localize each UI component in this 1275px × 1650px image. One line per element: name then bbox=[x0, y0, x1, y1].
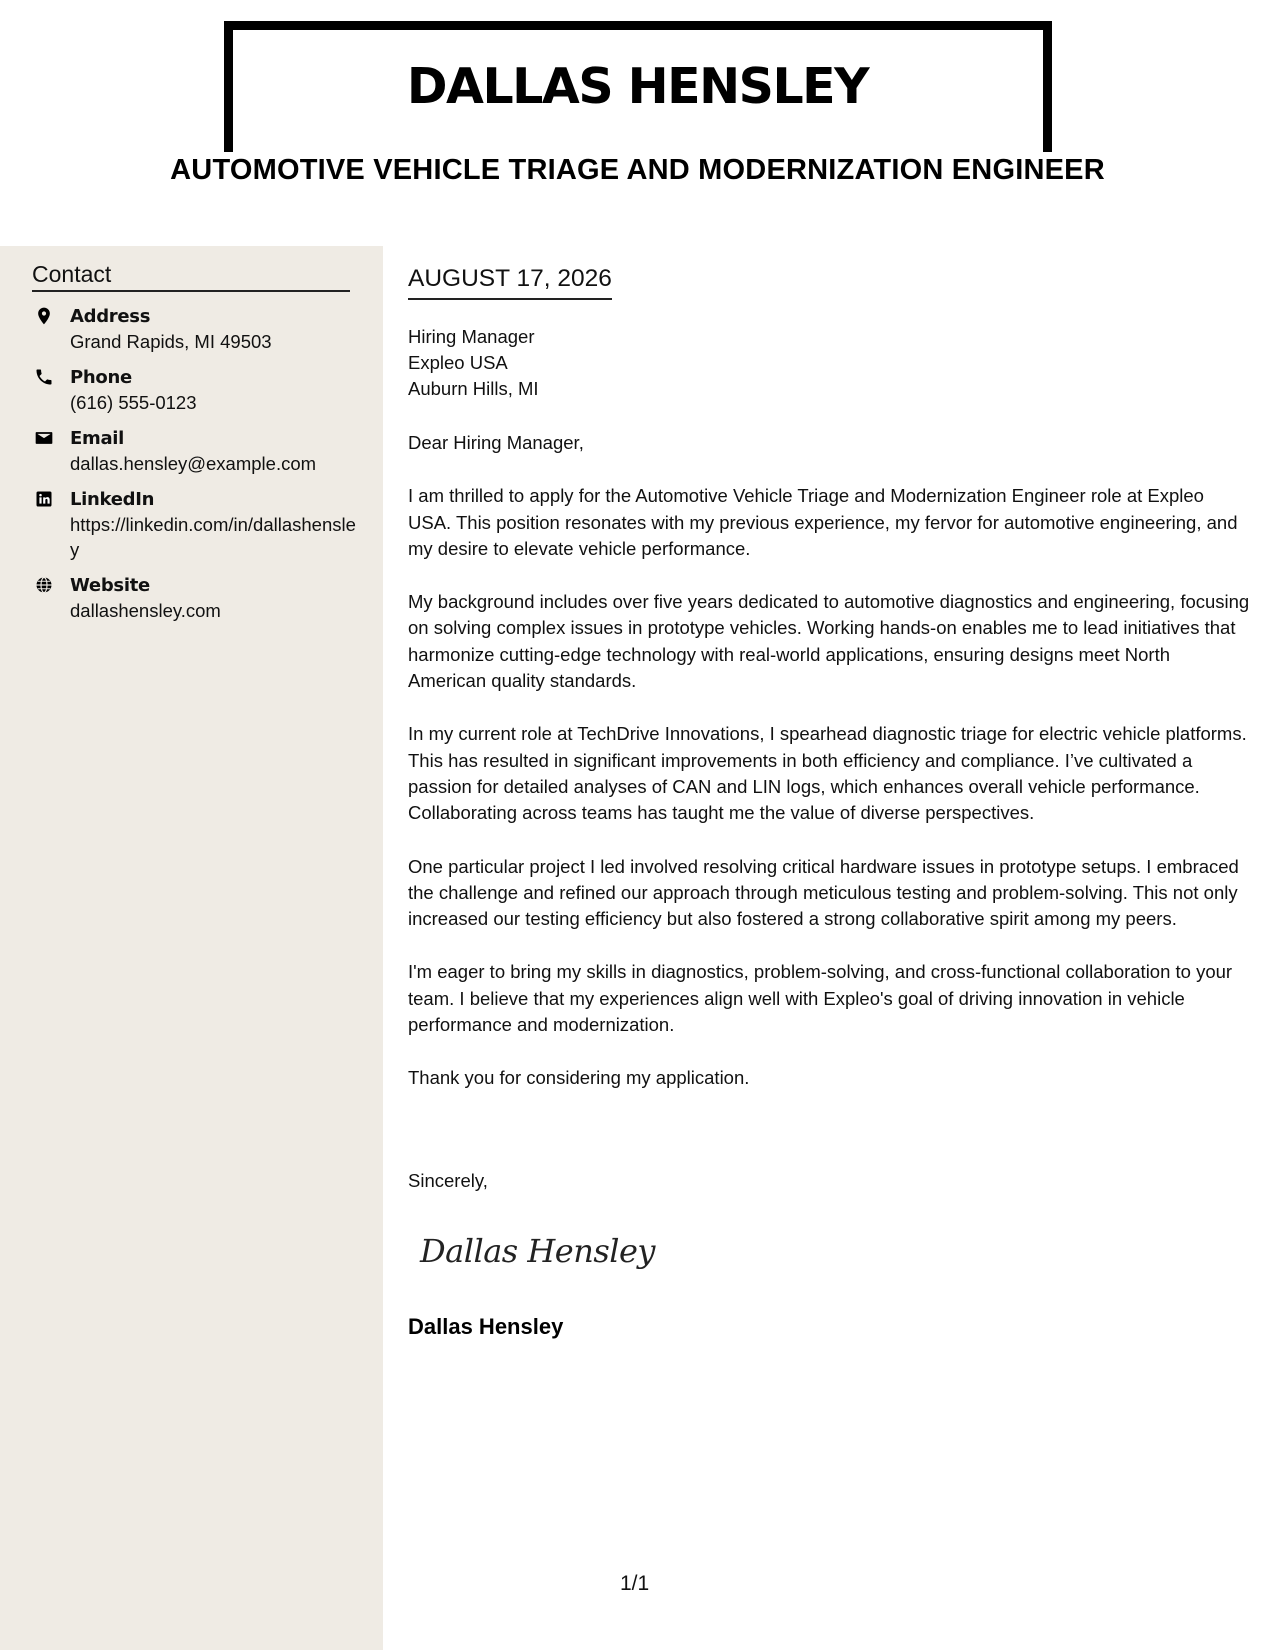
contact-value: dallashensley.com bbox=[70, 600, 221, 621]
contact-label: Email bbox=[70, 428, 125, 449]
contact-website bbox=[32, 573, 362, 623]
contact-linkedin bbox=[32, 487, 362, 562]
contact-label: Address bbox=[70, 306, 151, 327]
body-paragraph: My background includes over five years dedicated to automotive diagnostics and engineering, focusing on solving complex issues in prototype vehicles. Working hands-on enables me to lead initiatives that harmonize cutting-edge technology with real-world applications, ensuring designs meet North American quality standards. bbox=[408, 591, 1250, 692]
recipient-company: Expleo USA bbox=[408, 352, 508, 373]
body-paragraph: One particular project I led involved resolving critical hardware issues in prototype setups. I embraced the challenge and refined our approach through meticulous testing and problem-solving. This not only increased our testing efficiency but also fostered a strong collaborative spirit among my peers. bbox=[408, 855, 1239, 930]
contact-label: Website bbox=[70, 575, 150, 596]
contact-label: Phone bbox=[70, 367, 132, 388]
envelope-icon bbox=[34, 428, 54, 448]
recipient-block bbox=[408, 324, 539, 402]
body-paragraph: In my current role at TechDrive Innovations, I spearhead diagnostic triage for electric vehicle platforms. This has resulted in significant improvements in both efficiency and compliance. I’ve cultivated a passion for detailed analyses of CAN and LIN logs, which enhances overall vehicle performance. Collaborating across teams has taught me the value of diverse perspectives. bbox=[408, 723, 1247, 824]
contact-address bbox=[32, 304, 362, 354]
letter-date: AUGUST 17, 2026 bbox=[408, 264, 612, 300]
contact-heading: Contact bbox=[32, 260, 350, 292]
recipient-name: Hiring Manager bbox=[408, 326, 535, 347]
contact-value: Grand Rapids, MI 49503 bbox=[70, 331, 272, 352]
body-paragraph: I am thrilled to apply for the Automotive Vehicle Triage and Modernization Engineer role at Expleo USA. This position resonates with my previous experience, my fervor for automotive engineering, and my desire to elevate vehicle performance. bbox=[408, 485, 1238, 559]
job-title: AUTOMOTIVE VEHICLE TRIAGE AND MODERNIZATION ENGINEER bbox=[170, 154, 1105, 186]
page-number: 1/1 bbox=[620, 1572, 650, 1595]
contact-phone bbox=[32, 365, 362, 415]
body-paragraph: I'm eager to bring my skills in diagnostics, problem-solving, and cross-functional collaboration to your team. I believe that my experiences align well with Expleo's goal of driving innovation in vehicle performance and modernization. bbox=[408, 961, 1233, 1036]
letter-body bbox=[408, 430, 1250, 1119]
contact-value: dallas.hensley@example.com bbox=[70, 453, 317, 474]
candidate-name: DALLAS HENSLEY bbox=[406, 58, 869, 115]
linkedin-icon bbox=[34, 489, 54, 509]
globe-icon bbox=[34, 575, 54, 595]
closing: Sincerely, bbox=[408, 1170, 488, 1191]
contact-list bbox=[32, 304, 362, 634]
contact-value: https://linkedin.com/in/dallashensley bbox=[70, 514, 356, 560]
signer-name: Dallas Hensley bbox=[408, 1314, 564, 1339]
salutation: Dear Hiring Manager, bbox=[408, 432, 584, 453]
contact-label: LinkedIn bbox=[70, 489, 155, 510]
map-pin-icon bbox=[34, 306, 54, 326]
recipient-location: Auburn Hills, MI bbox=[408, 378, 539, 399]
body-paragraph: Thank you for considering my application. bbox=[408, 1067, 750, 1089]
svg-text:Dallas Hensley: Dallas Hensley bbox=[420, 1232, 655, 1270]
phone-icon bbox=[34, 367, 54, 387]
contact-sidebar bbox=[0, 246, 383, 1650]
handwritten-signature bbox=[416, 1218, 666, 1278]
contact-email bbox=[32, 426, 362, 476]
contact-value: (616) 555-0123 bbox=[70, 392, 197, 413]
